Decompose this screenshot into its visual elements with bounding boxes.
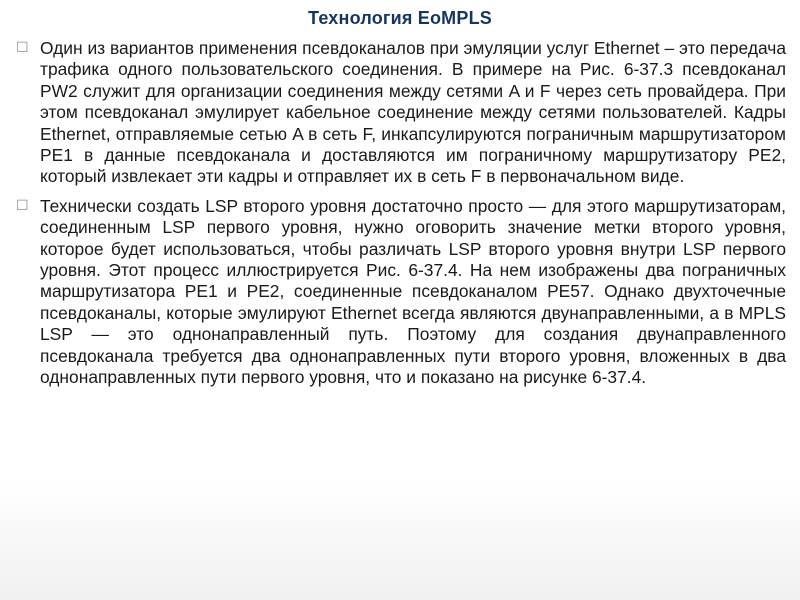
bullet-text: Один из вариантов применения псевдоканалов при эмуляции услуг Ethernet – это передача трафика одного пользовательского соединения. В примере на Рис. 6-37.3 псевдоканал PW2 служит для организации соединения между сетями A и F через сеть провайдера. При этом псевдоканал эмулирует кабельное соединение между сетями пользователей. Кадры Ethernet, отправляемые сетью A в сеть F, инкапсулируются пограничным маршрутизатором PE1 в данные псевдоканала и доставляются им пограничному маршрутизатору PE2, который извлекает эти кадры и отправляет их в сеть F в первоначальном виде. — [40, 38, 786, 187]
bullet-marker-icon: ☐ — [16, 40, 29, 56]
bullet-list — [0, 38, 800, 397]
slide-title: Технология EoMPLS — [308, 8, 492, 28]
bullet-marker-icon: ☐ — [16, 197, 29, 214]
bullet-item — [0, 38, 800, 188]
bullet-text: Технически создать LSP второго уровня достаточно просто — для этого маршрутизаторам, соединенным LSP первого уровня, нужно оговорить значение метки второго уровня, которое будет использоваться, чтобы различать LSP второго уровня внутри LSP первого уровня. Этот процесс иллюстрируется Рис. 6-37.4. На нем изображены два пограничных маршрутизатора PE1 и PE2, соединенные псевдоканалом PE57. Однако двухточечные псевдоканалы, которые эмулируют Ethernet всегда являются двунаправленными, а в MPLS LSP — это однонаправленный путь. Поэтому для создания двунаправленного псевдоканала требуется два однонаправленных пути второго уровня, вложенных в два однонаправленных пути первого уровня, что и показано на рисунке 6-37.4. — [40, 195, 786, 388]
bullet-item — [0, 196, 800, 389]
